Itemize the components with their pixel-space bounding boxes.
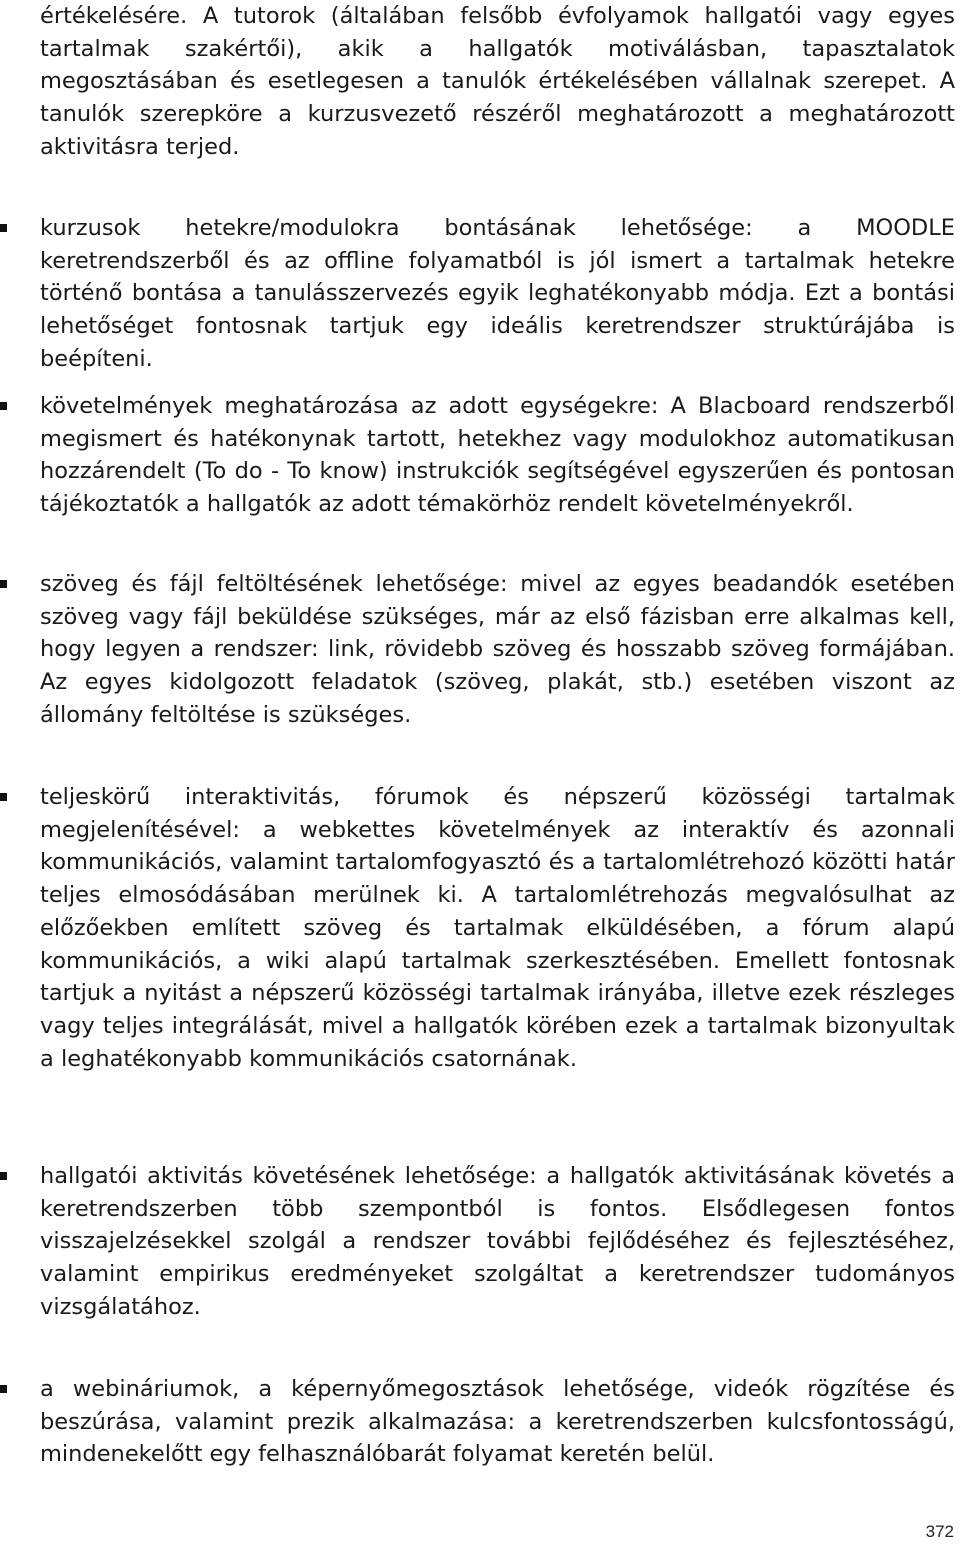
- list-item-text: kurzusok hetekre/modulokra bontásának lehetősége: a MOODLE keretrendszerből és az offline folyamatból is jól ismert a tartalmak hetekre történő bontása a tanulásszervezés egyik leghatékonyabb módja. Ezt a bontási lehetőséget fontosnak tartjuk egy ideális keretrendszer struktúrájába is beépíteni.: [40, 215, 955, 372]
- list-item-text: követelmények meghatározása az adott egységekre: A Blacboard rendszerből megismert és hatékonynak tartott, hetekhez vagy modulokhoz automatikusan hozzárendelt (To do - To know) instrukciók segítségével egyszerűen és pontosan tájékoztatók a hallgatók az adott témakörhöz rendelt követelményekről.: [40, 393, 955, 518]
- square-bullet-icon: [0, 1385, 7, 1393]
- square-bullet-icon: [0, 402, 7, 410]
- square-bullet-icon: [0, 580, 7, 588]
- square-bullet-icon: [0, 793, 7, 801]
- square-bullet-icon: [0, 1172, 7, 1180]
- list-item-text: szöveg és fájl feltöltésének lehetősége: mivel az egyes beadandók esetében szöveg vagy fájl beküldése szükséges, már az első fázisban erre alkalmas kell, hogy legyen a rendszer: link, rövidebb szöveg és hosszabb szöveg formájában. Az egyes kidolgozott feladatok (szöveg, plakát, stb.) esetében viszont az állomány feltöltése is szükséges.: [40, 571, 955, 728]
- list-item-text: hallgatói aktivitás követésének lehetősége: a hallgatók aktivitásának követés a keretrendszerben több szempontból is fontos. Elsődlegesen fontos visszajelzésekkel szolgál a rendszer további fejlődéséhez és fejlesztéséhez, valamint empirikus eredményeket szolgáltat a keretrendszer tudományos vizsgálatához.: [40, 1163, 955, 1320]
- list-item-text: a webináriumok, a képernyőmegosztások lehetősége, videók rögzítése és beszúrása, valamint prezik alkalmazása: a keretrendszerben kulcsfontosságú, mindenekelőtt egy felhasználóbarát folyamat keretén belül.: [40, 1376, 955, 1468]
- intro-paragraph: értékelésére. A tutorok (általában felsőbb évfolyamok hallgatói vagy egyes tartalmak szakértői), akik a hallgatók motiválásban, tapasztalatok megosztásában és esetlegesen a tanulók értékelésében vállalnak szerepet. A tanulók szerepköre a kurzusvezető részéről meghatározott a meghatározott aktivitásra terjed.: [40, 3, 955, 160]
- list-item-text: teljeskörű interaktivitás, fórumok és népszerű közösségi tartalmak megjelenítésével: a webkettes követelmények az interaktív és azonnali kommunikációs, valamint tartalomfogyasztó és a tartalomlétrehozó közötti határ teljes elmosódásában merülnek ki. A tartalomlétrehozás megvalósulhat az előzőekben említett szöveg és tartalmak elküldésében, a fórum alapú kommunikációs, a wiki alapú tartalmak szerkesztésében. Emellett fontosnak tartjuk a nyitást a népszerű közösségi tartalmak irányába, illetve ezek részleges vagy teljes integrálását, mivel a hallgatók körében ezek a tartalmak bizonyultak a leghatékonyabb kommunikációs csatornának.: [40, 784, 955, 1072]
- square-bullet-icon: [0, 224, 7, 232]
- page-number: 372: [925, 1522, 954, 1541]
